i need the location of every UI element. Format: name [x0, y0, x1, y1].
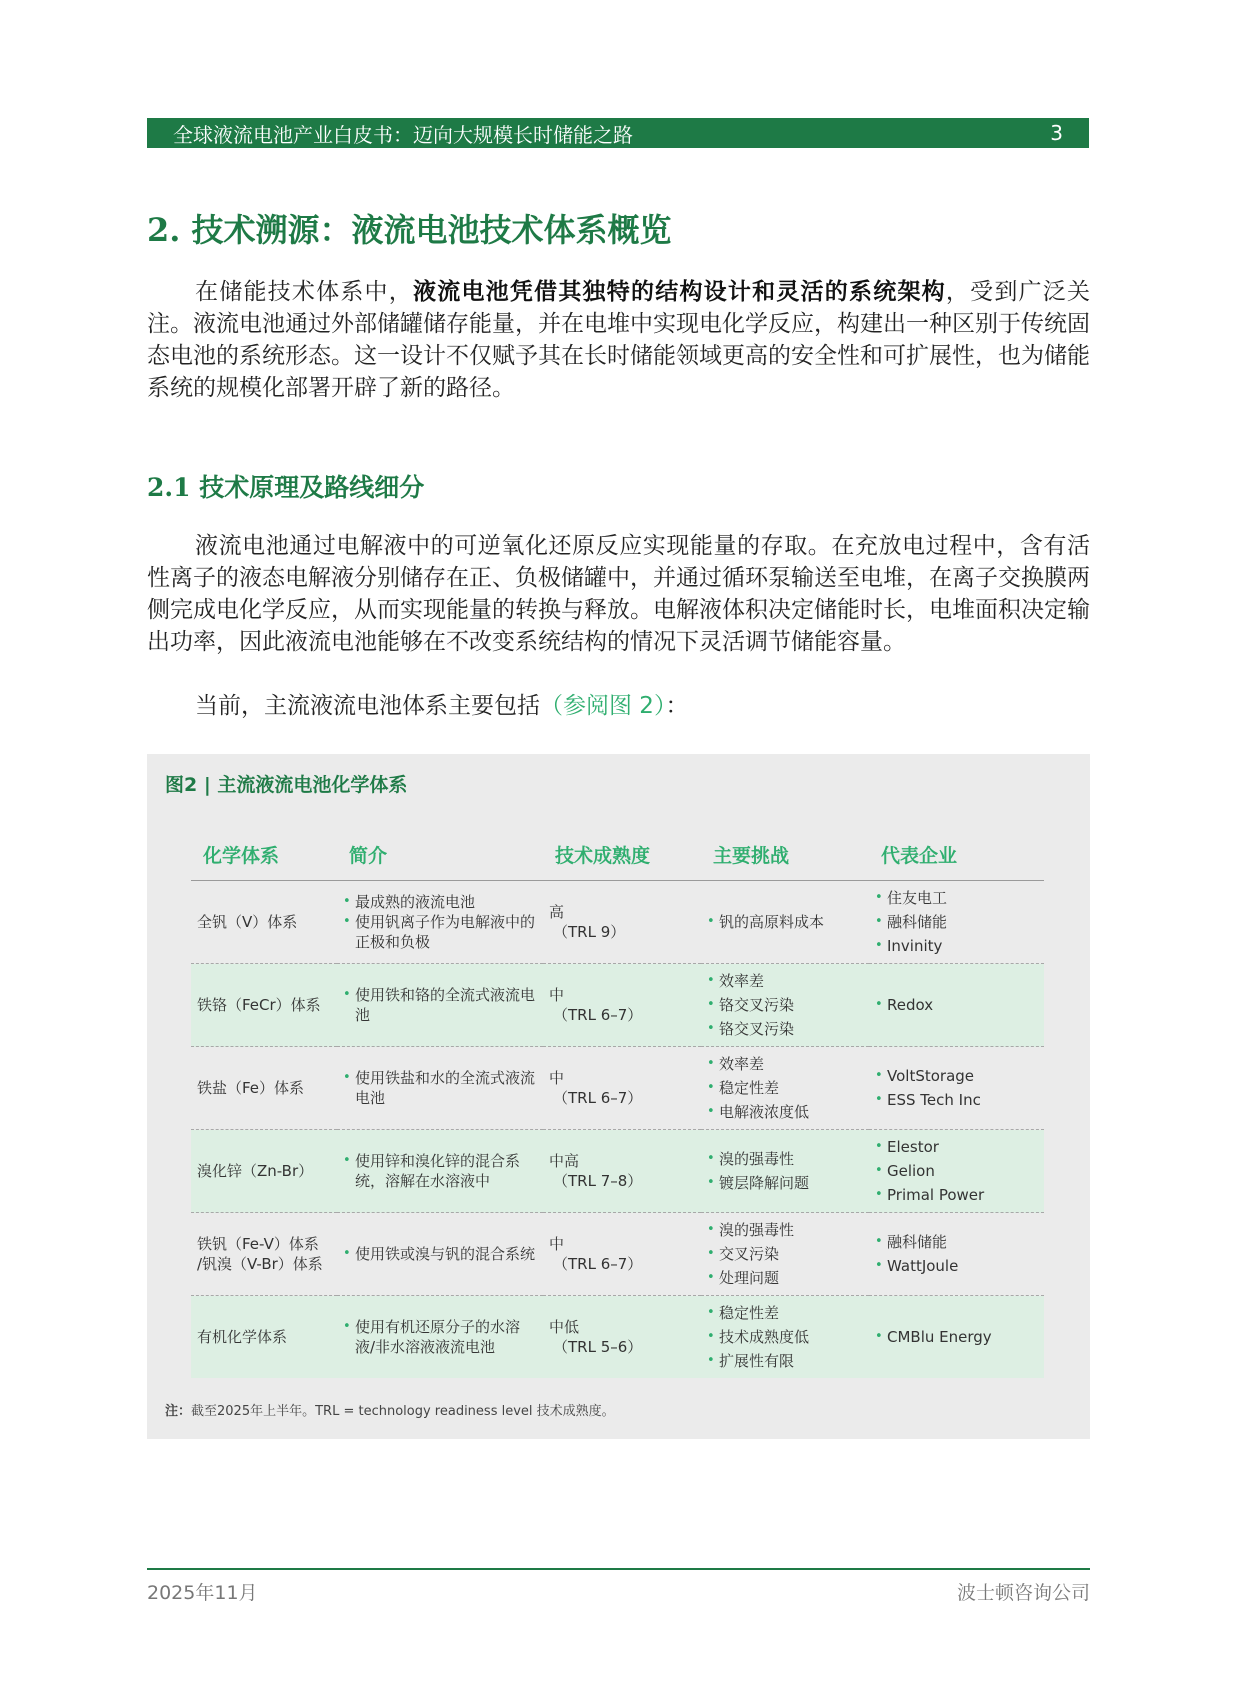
trl-cell	[543, 1047, 701, 1130]
challenges-cell	[701, 1130, 869, 1213]
list-item: • Invinity	[875, 934, 1040, 958]
trl-code: （TRL 6–7）	[553, 1006, 643, 1024]
list-item: • 效率差	[707, 1052, 865, 1076]
intro-list	[343, 985, 539, 1025]
chem-system-cell	[191, 1213, 337, 1296]
challenges-list	[707, 969, 865, 1041]
page-number: 3	[1050, 121, 1063, 145]
list-item: • 钒的高原料成本	[707, 910, 865, 934]
companies-list	[875, 1230, 1040, 1278]
intro-list	[343, 892, 539, 952]
challenges-list	[707, 910, 865, 934]
companies-cell	[869, 964, 1044, 1047]
table-row	[191, 1213, 1044, 1296]
figure-intro-paragraph	[147, 690, 1090, 722]
list-item: • Elestor	[875, 1135, 1040, 1159]
list-item: • 铬交叉污染	[707, 993, 865, 1017]
figure-note	[165, 1400, 615, 1419]
trl-level: 中	[549, 1069, 565, 1087]
trl-level: 中	[549, 1235, 565, 1253]
section-title: 2. 技术溯源：液流电池技术体系概览	[147, 211, 672, 249]
table-header-row	[191, 834, 1044, 881]
list-item: • 使用钒离子作为电解液中的正极和负极	[343, 912, 539, 952]
trl-code: （TRL 5–6）	[553, 1338, 643, 1356]
list-item: • 镀层降解问题	[707, 1171, 865, 1195]
trl-level: 高	[549, 903, 565, 921]
list-item: • 扩展性有限	[707, 1349, 865, 1373]
chem-system-cell: 全钒（V）体系	[191, 881, 337, 964]
list-item: • 住友电工	[875, 886, 1040, 910]
intro-list	[343, 1068, 539, 1108]
chem-system-line: 铁钒（Fe-V）体系	[197, 1235, 319, 1253]
chem-system-line: /钒溴（V-Br）体系	[197, 1255, 323, 1273]
companies-cell	[869, 881, 1044, 964]
chem-system-cell: 有机化学体系	[191, 1296, 337, 1379]
para-text: 当前，主流液流电池体系主要包括	[195, 693, 540, 719]
list-item: • 溴的强毒性	[707, 1218, 865, 1242]
companies-cell	[869, 1213, 1044, 1296]
table-row	[191, 1047, 1044, 1130]
header-title: 全球液流电池产业白皮书：迈向大规模长时储能之路	[173, 122, 633, 147]
figure-reference-link[interactable]: （参阅图 2）	[540, 693, 666, 719]
list-item: • VoltStorage	[875, 1064, 1040, 1088]
column-header: 主要挑战	[701, 834, 869, 881]
list-item: • 电解液浓度低	[707, 1100, 865, 1124]
list-item: • Primal Power	[875, 1183, 1040, 1207]
table-row	[191, 1130, 1044, 1213]
list-item: • Redox	[875, 993, 1040, 1017]
trl-cell	[543, 1296, 701, 1379]
trl-code: （TRL 6–7）	[553, 1255, 643, 1273]
challenges-cell	[701, 964, 869, 1047]
trl-code: （TRL 6–7）	[553, 1089, 643, 1107]
para-bold-text: 液流电池凭借其独特的结构设计和灵活的系统架构	[413, 278, 946, 305]
list-item: • 技术成熟度低	[707, 1325, 865, 1349]
list-item: • 使用有机还原分子的水溶液/非水溶液液流电池	[343, 1317, 539, 1357]
list-item: • 使用锌和溴化锌的混合系统，溶解在水溶液中	[343, 1151, 539, 1191]
intro-cell	[337, 1213, 543, 1296]
challenges-list	[707, 1147, 865, 1195]
list-item: • 稳定性差	[707, 1301, 865, 1325]
chem-system-cell: 溴化锌（Zn-Br）	[191, 1130, 337, 1213]
list-item: • WattJoule	[875, 1254, 1040, 1278]
intro-cell	[337, 1296, 543, 1379]
subsection-title: 2.1 技术原理及路线细分	[147, 473, 425, 502]
subsection-paragraph: 液流电池通过电解液中的可逆氧化还原反应实现能量的存取。在充放电过程中，含有活性离子的液态电解液分别储存在正、负极储罐中，并通过循环泵输送至电堆，在离子交换膜两侧完成电化学反应，从而实现能量的转换与释放。电解液体积决定储能时长，电堆面积决定输出功率，因此液流电池能够在不改变系统结构的情况下灵活调节储能容量。	[147, 533, 1090, 655]
companies-list	[875, 993, 1040, 1017]
challenges-cell	[701, 1296, 869, 1379]
note-text: 截至2025年上半年。TRL = technology readiness level 技术成熟度。	[191, 1404, 615, 1419]
companies-cell	[869, 1296, 1044, 1379]
trl-cell	[543, 1130, 701, 1213]
list-item: • 溴的强毒性	[707, 1147, 865, 1171]
companies-cell	[869, 1130, 1044, 1213]
section-paragraph	[147, 276, 1090, 404]
intro-list	[343, 1151, 539, 1191]
intro-list	[343, 1317, 539, 1357]
trl-cell	[543, 881, 701, 964]
column-header: 代表企业	[869, 834, 1044, 881]
figure-box	[147, 754, 1090, 1439]
trl-cell	[543, 1213, 701, 1296]
challenges-cell	[701, 1047, 869, 1130]
chem-system-cell: 铁盐（Fe）体系	[191, 1047, 337, 1130]
list-item: • 使用铁盐和水的全流式液流电池	[343, 1068, 539, 1108]
figure-title: 图2 | 主流液流电池化学体系	[165, 774, 408, 796]
list-item: • 效率差	[707, 969, 865, 993]
para-text: ：	[665, 693, 689, 719]
column-header: 技术成熟度	[543, 834, 701, 881]
list-item: • CMBlu Energy	[875, 1325, 1040, 1349]
challenges-list	[707, 1052, 865, 1124]
list-item: • 最成熟的液流电池	[343, 892, 539, 912]
table-row	[191, 1296, 1044, 1379]
para-text: ，受到广泛关注。液流电池通过外部储罐储存能量，并在电堆中实现电化学反应，构建出一种区别于传统固态电池的系统形态。这一设计不仅赋予其在长时储能领域更高的安全性和可扩展性，也为储能系统的规模化部署开辟了新的路径。	[147, 279, 1091, 401]
column-header: 简介	[337, 834, 543, 881]
trl-code: （TRL 7–8）	[553, 1172, 643, 1190]
companies-list	[875, 1064, 1040, 1112]
chem-system-cell: 铁铬（FeCr）体系	[191, 964, 337, 1047]
trl-level: 中	[549, 986, 565, 1004]
header-bar	[147, 118, 1089, 148]
footer-company: 波士顿咨询公司	[956, 1582, 1090, 1604]
footer-date: 2025年11月	[147, 1582, 258, 1604]
challenges-list	[707, 1301, 865, 1373]
list-item: • 稳定性差	[707, 1076, 865, 1100]
companies-list	[875, 1135, 1040, 1207]
challenges-list	[707, 1218, 865, 1290]
trl-level: 中低	[549, 1318, 580, 1336]
list-item: • 铬交叉污染	[707, 1017, 865, 1041]
list-item: • 使用铁和铬的全流式液流电池	[343, 985, 539, 1025]
list-item: • 处理问题	[707, 1266, 865, 1290]
note-label: 注：	[165, 1404, 192, 1419]
companies-list	[875, 1325, 1040, 1349]
intro-cell	[337, 881, 543, 964]
table-row	[191, 881, 1044, 964]
trl-code: （TRL 9）	[553, 923, 626, 941]
column-header: 化学体系	[191, 834, 337, 881]
trl-cell	[543, 964, 701, 1047]
list-item: • 使用铁或溴与钒的混合系统	[343, 1244, 539, 1264]
list-item: • 交叉污染	[707, 1242, 865, 1266]
para-text: 在储能技术体系中，	[195, 279, 413, 305]
challenges-cell	[701, 1213, 869, 1296]
trl-level: 中高	[549, 1152, 580, 1170]
list-item: • Gelion	[875, 1159, 1040, 1183]
chemistry-table	[191, 834, 1044, 1378]
footer-divider	[147, 1568, 1090, 1570]
challenges-cell	[701, 881, 869, 964]
table-row	[191, 964, 1044, 1047]
list-item: • 融科储能	[875, 1230, 1040, 1254]
list-item: • ESS Tech Inc	[875, 1088, 1040, 1112]
intro-list	[343, 1244, 539, 1264]
intro-cell	[337, 964, 543, 1047]
companies-list	[875, 886, 1040, 958]
intro-cell	[337, 1047, 543, 1130]
intro-cell	[337, 1130, 543, 1213]
list-item: • 融科储能	[875, 910, 1040, 934]
companies-cell	[869, 1047, 1044, 1130]
